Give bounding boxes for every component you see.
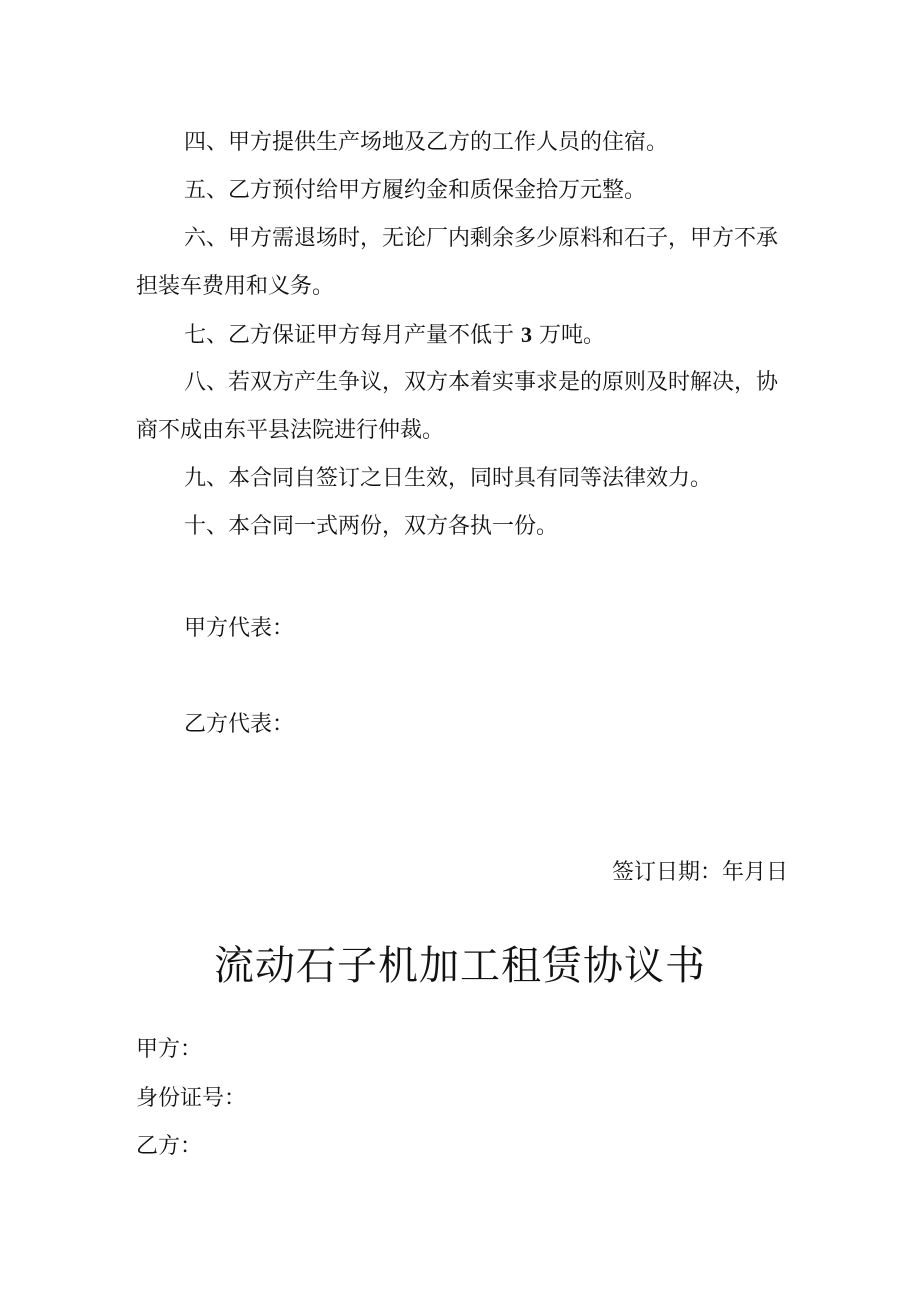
clause-8	[136, 359, 788, 455]
party-a-representative-label: 甲方代表：	[184, 616, 295, 641]
clause-7-text-end: 万吨。	[539, 323, 606, 348]
clause-10-text: 十、本合同一式两份，双方各执一份。	[184, 514, 559, 539]
clause-5-text: 五、乙方预付给甲方履约金和质保金拾万元整。	[184, 178, 647, 203]
clause-10	[136, 503, 788, 551]
party-a-label: 甲方：	[136, 1037, 203, 1062]
agreement-title: 流动石子机加工租赁协议书	[214, 943, 706, 989]
clause-9-text: 九、本合同自签订之日生效，同时具有同等法律效力。	[184, 466, 713, 491]
clause-7-text-start: 七、乙方保证甲方每月产量不低于	[184, 323, 515, 348]
clause-4-text: 四、甲方提供生产场地及乙方的工作人员的住宿。	[184, 130, 669, 155]
clause-7-quantity: 3	[521, 322, 533, 347]
id-number-label: 身份证号：	[136, 1086, 247, 1111]
clause-6-text: 六、甲方需退场时，无论厂内剩余多少原料和石子，甲方不承担装车费用和义务。	[136, 226, 779, 299]
clause-7	[136, 311, 788, 360]
clause-8-text: 八、若双方产生争议，双方本着实事求是的原则及时解决，协商不成由东平县法院进行仲裁。	[136, 370, 779, 443]
clause-4	[136, 119, 788, 167]
signing-date-label: 签订日期：年月日	[611, 860, 788, 885]
party-b-label: 乙方：	[136, 1134, 203, 1159]
party-b-representative-label: 乙方代表：	[184, 712, 295, 737]
clause-6	[136, 215, 788, 311]
clause-9	[136, 455, 788, 503]
clause-5	[136, 167, 788, 215]
